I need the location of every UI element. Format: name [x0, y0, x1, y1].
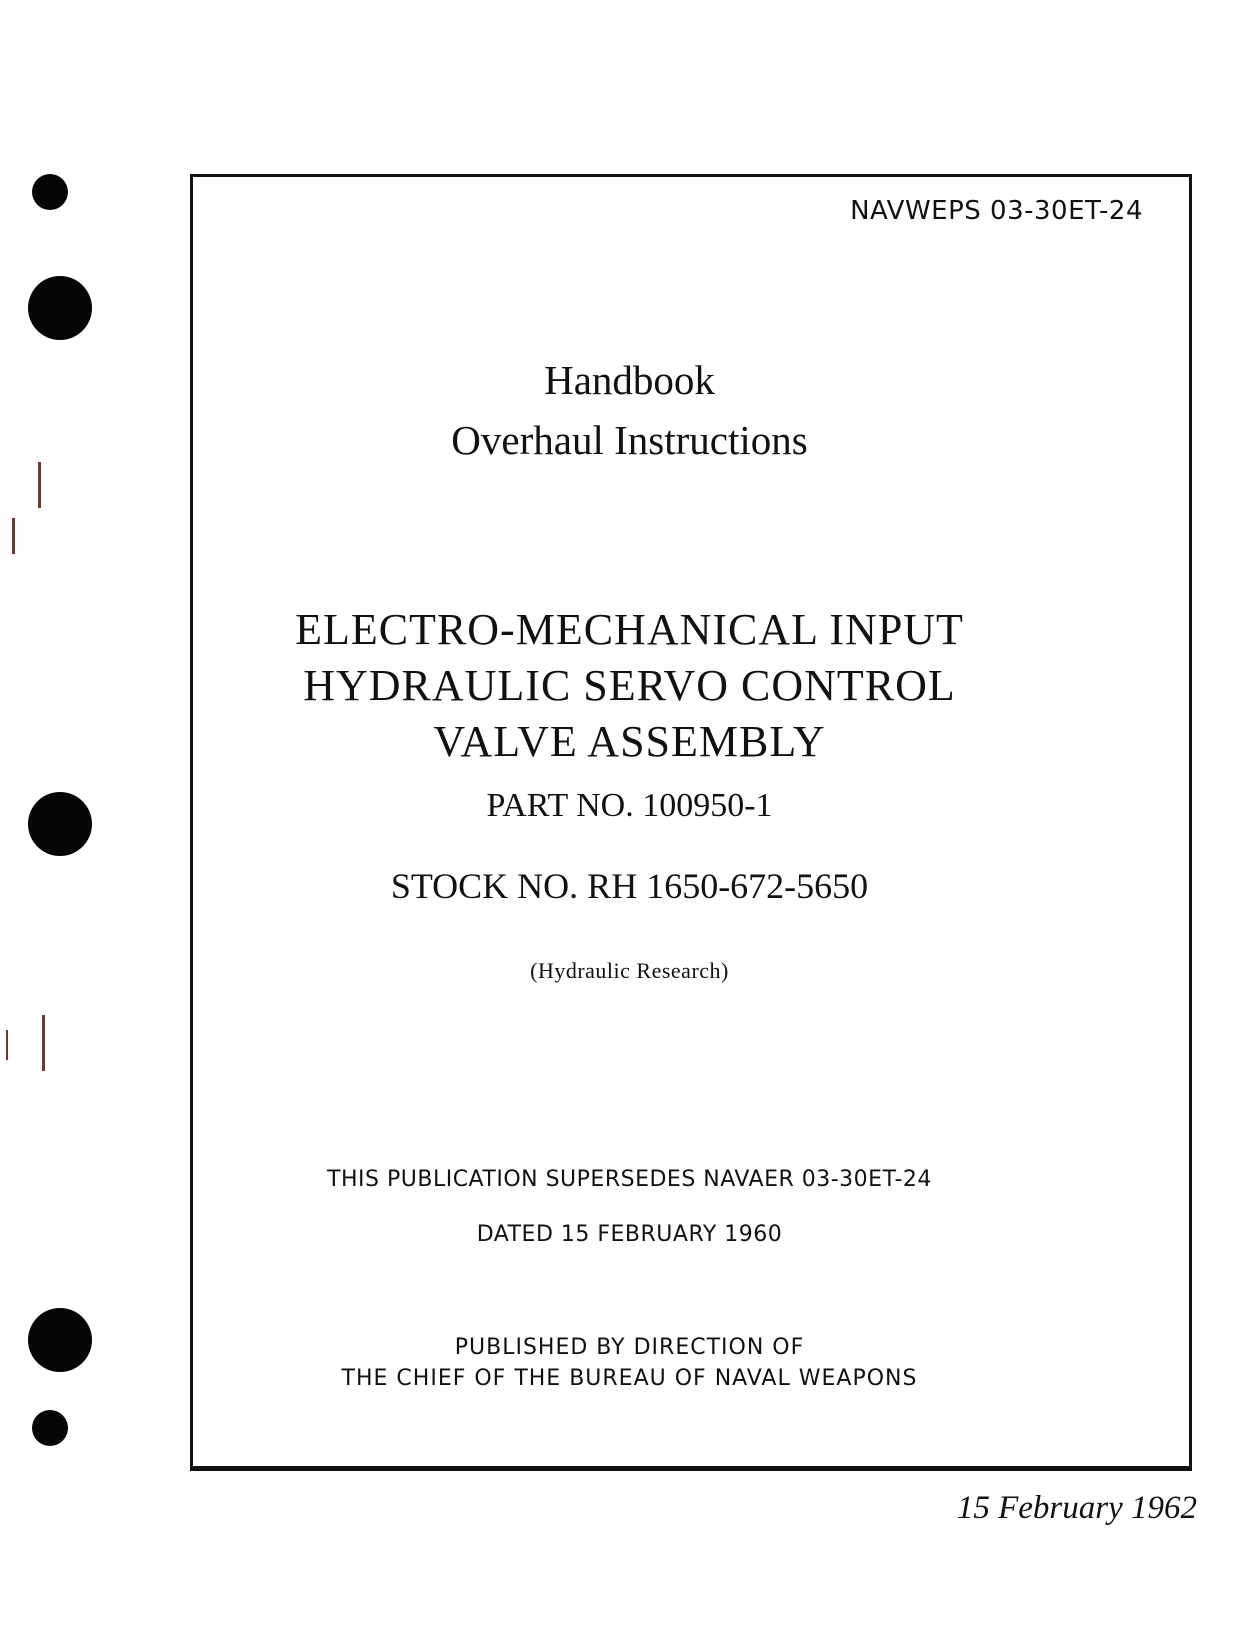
punch-hole	[28, 276, 92, 340]
issue-date: 15 February 1962	[956, 1490, 1197, 1526]
scan-mark	[42, 1015, 45, 1071]
publisher-line-2: THE CHIEF OF THE BUREAU OF NAVAL WEAPONS	[341, 1366, 918, 1391]
main-title-line-1: ELECTRO-MECHANICAL INPUT	[295, 605, 964, 654]
main-title-line-2: HYDRAULIC SERVO CONTROL	[303, 661, 956, 710]
document-number: NAVWEPS 03-30ET-24	[850, 196, 1143, 226]
handbook-title: Handbook	[544, 357, 715, 403]
scan-mark	[38, 462, 41, 508]
supersedes-notice: THIS PUBLICATION SUPERSEDES NAVAER 03-30ET-24	[327, 1167, 932, 1192]
scan-mark	[6, 1030, 8, 1060]
manufacturer: (Hydraulic Research)	[530, 958, 729, 983]
punch-hole	[32, 174, 68, 210]
main-title-line-3: VALVE ASSEMBLY	[433, 717, 826, 766]
punch-hole	[32, 1410, 68, 1446]
stock-number: STOCK NO. RH 1650-672-5650	[390, 866, 869, 906]
handbook-subtitle: Overhaul Instructions	[451, 417, 808, 463]
part-number: PART NO. 100950-1	[486, 787, 773, 824]
supersedes-date: DATED 15 FEBRUARY 1960	[476, 1222, 783, 1247]
publisher-line-1: PUBLISHED BY DIRECTION OF	[454, 1335, 805, 1360]
scan-mark	[12, 518, 15, 554]
